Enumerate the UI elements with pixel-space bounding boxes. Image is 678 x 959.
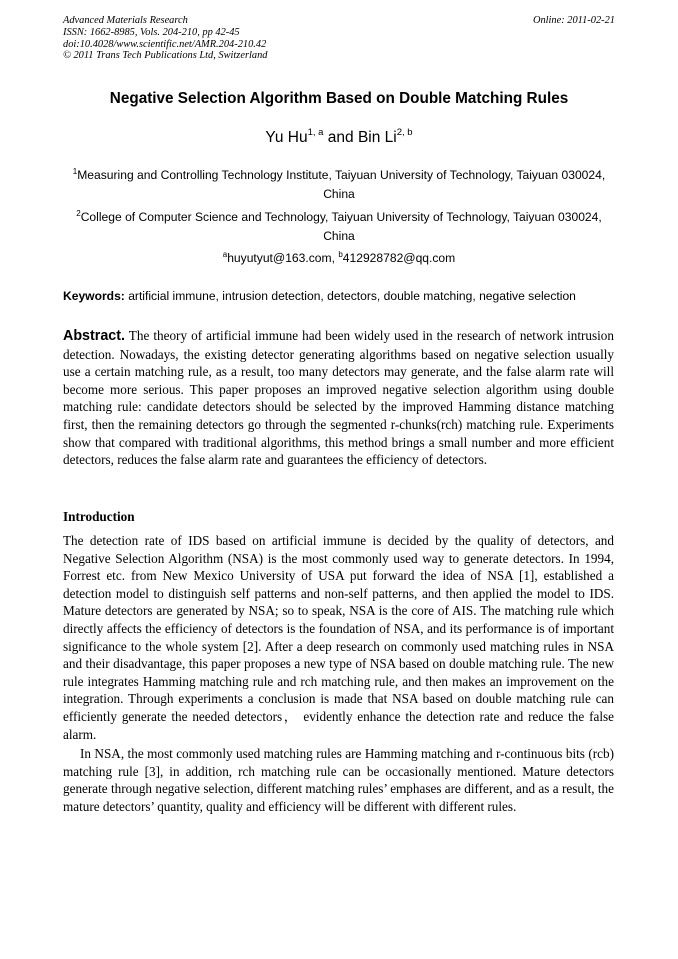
author-line — [0, 129, 678, 147]
email-b-marker: b — [338, 250, 343, 259]
introduction-paragraph: The detection rate of IDS based on artificial immune is decided by the quality of detectors, and Negative Selection Algorithm (NSA) is the most commonly used way to generate detectors. In 1994, Forrest etc. from New Mexico University of USA put forward the idea of NSA [1], established a detection model to distinguish self patterns and non-self patterns, and then applied the model to IDS. Mature detectors are generated by NSA; so to speak, NSA is the core of AIS. The matching rule which directly affects the efficiency of detectors is the foundation of NSA, and its performance is of important significance to the whole system [2]. After a deep research on commonly used matching rules in NSA and their disadvantage, this paper proposes a new type of NSA based on double matching rule. The new rule integrates Hamming matching rule and rch matching rule, and then makes an improvement on the integration. Through experiments a conclusion is made that NSA based on double matching rule can efficiently generate the needed detectors， evidently enhance the detection rate and reduce the false alarm. — [63, 533, 614, 742]
abstract-label: Abstract. — [63, 328, 125, 344]
running-header — [63, 15, 615, 62]
introduction-paragraph: In NSA, the most commonly used matching rules are Hamming matching and r-continuous bits (rcb) matching rule [3], in addition, rch matching rule can be occasionally mentioned. Mature detectors generate through negative selection, different matching rules’ emphases are different, and as a result, the mature detectors’ quantity, quality and efficiency will be different with different rules. — [63, 746, 614, 814]
abstract — [63, 327, 614, 469]
keywords-text: artificial immune, intrusion detection, detectors, double matching, negative selection — [124, 289, 576, 303]
email-line — [0, 251, 678, 265]
affiliation-2 — [63, 208, 615, 245]
copyright-line: © 2011 Trans Tech Publications Ltd, Switzerland — [63, 50, 268, 62]
author-2-affiliation: 2, b — [396, 127, 413, 138]
author-1: Yu Hu — [265, 129, 308, 146]
author-conjunction: and — [323, 129, 358, 146]
affiliation-1-text: Measuring and Controlling Technology Institute, Taiyuan University of Technology, Taiyuan 030024, China — [77, 168, 606, 201]
affiliation-2-marker: 2 — [76, 209, 81, 218]
email-a: huyutyut@163.com, — [227, 251, 339, 265]
online-date: Online: 2011-02-21 — [532, 15, 615, 26]
keywords — [63, 289, 623, 303]
paper-title: Negative Selection Algorithm Based on Double Matching Rules — [109, 90, 569, 107]
keywords-label: Keywords: — [63, 289, 125, 303]
author-2: Bin Li — [357, 129, 397, 146]
affiliation-1-marker: 1 — [72, 167, 78, 176]
affiliation-2-text: College of Computer Science and Technology, Taiyuan University of Technology, Taiyuan 030024, China — [80, 210, 602, 243]
author-1-affiliation: 1, a — [307, 127, 324, 138]
journal-name: Advanced Materials Research — [63, 15, 188, 26]
section-heading-introduction: Introduction — [63, 509, 135, 524]
issn-line: ISSN: 1662-8985, Vols. 204-210, pp 42-45 — [63, 26, 240, 38]
affiliation-1 — [63, 166, 615, 203]
email-a-marker: a — [222, 250, 228, 259]
abstract-text: The theory of artificial immune had been widely used in the research of network intrusion detection. Nowadays, the existing detector generating algorithms based on negative selection usually use a certain matching rule, as a result, too many detectors may generate, and the false alarm rate will become more serious. This paper proposes an improved negative selection algorithm using double matching rule: candidate detectors should be selected by the improved Hamming distance matching first, then the remaining detectors go through the segmented r-chunks(rch) matching rule. Experiments show that compared with traditional algorithms, this method brings a small number and more efficient detectors, reduces the false alarm rate and guarantees the efficiency of detectors. — [63, 328, 614, 468]
doi-line: doi:10.4028/www.scientific.net/AMR.204-210.42 — [63, 38, 267, 50]
email-b: 412928782@qq.com — [342, 251, 456, 265]
